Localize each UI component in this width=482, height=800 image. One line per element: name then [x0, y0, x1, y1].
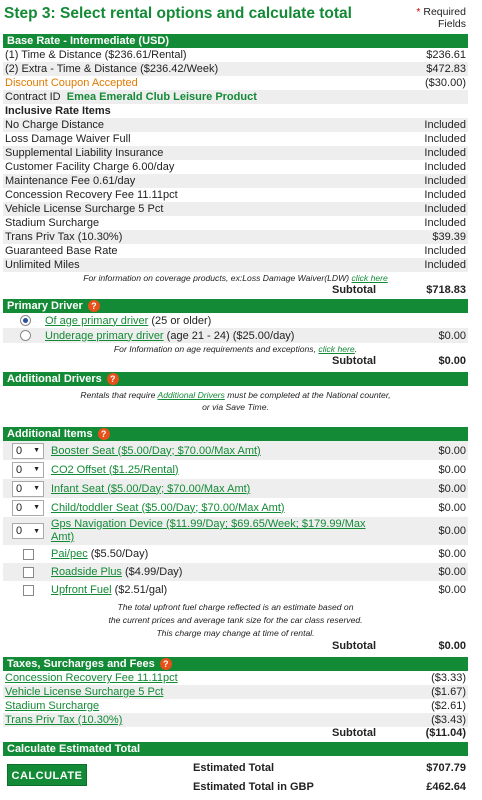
primary-option — [3, 328, 468, 343]
tax-link[interactable]: Stadium Surcharge — [5, 700, 100, 712]
tax-list — [0, 671, 482, 727]
base-rate-title: Base Rate - Intermediate (USD) — [7, 35, 169, 47]
coverage-click-here-link[interactable]: click here — [351, 273, 388, 283]
fuel-note-line: This charge may change at time of rental. — [156, 628, 315, 638]
item-checkbox[interactable] — [23, 585, 34, 596]
inclusive-label: Guaranteed Base Rate — [5, 245, 118, 257]
inclusive-label: Customer Facility Charge 6.00/day — [5, 161, 175, 173]
quantity-select[interactable] — [12, 462, 44, 478]
subtotal-value: ($11.04) — [425, 727, 466, 739]
primary-option — [3, 313, 468, 328]
item-link[interactable]: Gps Navigation Device ($11.99/Day; $69.65/Week; $179.99/Max Amt) — [51, 518, 366, 543]
estimated-total-gbp-value: £462.64 — [426, 781, 466, 793]
primary-driver-header — [3, 299, 468, 313]
required-label-2: Fields — [437, 18, 466, 30]
page-title: Step 3: Select rental options and calculate total — [4, 5, 352, 22]
inclusive-row — [3, 216, 468, 230]
tax-value: ($2.61) — [431, 700, 466, 712]
item-value: $0.00 — [438, 482, 466, 495]
quantity-value: 0 — [16, 482, 23, 495]
subtotal-label: Subtotal — [332, 284, 376, 296]
required-fields-note — [416, 6, 466, 30]
discount-row — [3, 76, 468, 90]
tax-row — [3, 671, 468, 685]
tax-value: ($3.43) — [431, 714, 466, 726]
tax-link[interactable]: Concession Recovery Fee 11.11pct — [5, 672, 178, 684]
chevron-down-icon: ▼ — [33, 504, 40, 511]
inclusive-value: $39.39 — [432, 231, 466, 243]
calculate-title: Calculate Estimated Total — [7, 743, 141, 755]
subtotal-label: Subtotal — [332, 727, 376, 739]
quantity-select[interactable] — [12, 481, 44, 497]
age-note — [3, 343, 468, 355]
base-subtotal — [3, 284, 468, 297]
item-checkbox[interactable] — [23, 567, 34, 578]
calculate-button[interactable]: CALCULATE — [7, 764, 87, 786]
chevron-down-icon: ▼ — [33, 527, 40, 535]
inclusive-label: Stadium Surcharge — [5, 217, 100, 229]
inclusive-row — [3, 258, 468, 272]
item-row — [3, 545, 468, 563]
radio-of-age[interactable] — [20, 315, 31, 326]
underage-driver-link[interactable]: Underage primary driver — [45, 329, 164, 342]
tax-row — [3, 713, 468, 727]
tax-link[interactable]: Trans Priv Tax (10.30%) — [5, 714, 123, 726]
discount-label: Discount Coupon Accepted — [5, 77, 138, 89]
inclusive-row — [3, 174, 468, 188]
inclusive-label: Vehicle License Surcharge 5 Pct — [5, 203, 164, 215]
estimated-total-label: Estimated Total — [193, 762, 275, 774]
inclusive-row — [3, 244, 468, 258]
inclusive-row — [3, 230, 468, 244]
quantity-value: 0 — [16, 501, 23, 514]
inclusive-value: Included — [424, 161, 466, 173]
help-icon[interactable]: ? — [88, 300, 100, 312]
inclusive-value: Included — [424, 203, 466, 215]
item-link[interactable]: Booster Seat ($5.00/Day; $70.00/Max Amt) — [51, 444, 261, 457]
estimated-total-value: $707.79 — [426, 762, 466, 774]
item-row — [3, 517, 468, 545]
age-click-here-link[interactable]: click here — [318, 344, 355, 354]
coverage-note — [3, 272, 468, 284]
fuel-note-line: The total upfront fuel charge reflected is an estimate based on — [117, 602, 354, 612]
base-row — [3, 48, 468, 62]
inclusive-value: Included — [424, 133, 466, 145]
item-value: $0.00 — [438, 463, 466, 476]
help-icon[interactable]: ? — [107, 373, 119, 385]
primary-subtotal — [3, 355, 468, 368]
inclusive-label: Unlimited Miles — [5, 259, 80, 271]
chevron-down-icon: ▼ — [33, 447, 40, 454]
item-row — [3, 441, 468, 460]
option-text: (age 21 - 24) ($25.00/day) — [166, 329, 295, 342]
subtotal-value: $0.00 — [438, 640, 466, 652]
inclusive-label: Concession Recovery Fee 11.11pct — [5, 189, 178, 201]
base-row-label: (1) Time & Distance ($236.61/Rental) — [5, 49, 187, 61]
inclusive-label: Supplemental Liability Insurance — [5, 147, 164, 159]
age-note-end: . — [354, 344, 358, 354]
subtotal-label: Subtotal — [332, 355, 376, 367]
items-list — [0, 441, 482, 599]
chevron-down-icon: ▼ — [33, 466, 40, 473]
inclusive-value: Included — [424, 119, 466, 131]
additional-drivers-header — [3, 372, 468, 386]
tax-row — [3, 685, 468, 699]
primary-driver-title: Primary Driver — [7, 300, 83, 312]
tax-value: ($1.67) — [431, 686, 466, 698]
base-rate-header — [3, 34, 468, 48]
item-checkbox[interactable] — [23, 549, 34, 560]
inclusive-label: Maintenance Fee 0.61/day — [5, 175, 136, 187]
inclusive-value: Included — [424, 147, 466, 159]
tax-value: ($3.33) — [431, 672, 466, 684]
estimated-total-gbp-label: Estimated Total in GBP — [193, 781, 314, 793]
quantity-value: 0 — [16, 444, 23, 457]
discount-value: ($30.00) — [425, 77, 466, 89]
item-value: $0.00 — [438, 501, 466, 514]
tax-row — [3, 699, 468, 713]
inclusive-row — [3, 160, 468, 174]
item-row — [3, 460, 468, 479]
inclusive-row — [3, 202, 468, 216]
item-row — [3, 563, 468, 581]
subtotal-label: Subtotal — [332, 640, 376, 652]
help-icon[interactable]: ? — [160, 658, 172, 670]
additional-items-header — [3, 427, 468, 441]
calculate-area — [3, 756, 468, 800]
note-text: Rentals that require — [80, 390, 156, 400]
inclusive-row — [3, 146, 468, 160]
item-value: $0.00 — [438, 584, 466, 596]
inclusive-title-row — [3, 104, 468, 118]
inclusive-label: Loss Damage Waiver Full — [5, 133, 131, 145]
inclusive-value: Included — [424, 217, 466, 229]
inclusive-value: Included — [424, 245, 466, 257]
item-row — [3, 479, 468, 498]
age-note-text: For Information on age requirements and exceptions, — [113, 344, 316, 354]
quantity-value: 0 — [16, 463, 23, 476]
items-subtotal — [3, 640, 468, 653]
taxes-subtotal — [3, 727, 468, 740]
item-link[interactable]: Pai/pec — [51, 548, 88, 560]
item-link[interactable]: Upfront Fuel — [51, 584, 112, 596]
item-link[interactable]: Roadside Plus — [51, 566, 122, 578]
item-link[interactable]: CO2 Offset ($1.25/Rental) — [51, 463, 179, 476]
item-value: $0.00 — [438, 444, 466, 457]
item-text: ($2.51/gal) — [114, 584, 168, 596]
contract-label: Contract ID — [5, 91, 61, 103]
quantity-select[interactable] — [12, 523, 44, 539]
item-value: $0.00 — [438, 525, 466, 537]
subtotal-value: $718.83 — [426, 284, 466, 296]
required-label: Required — [423, 6, 466, 18]
item-value: $0.00 — [438, 566, 466, 578]
inclusive-label: Trans Priv Tax (10.30%) — [5, 231, 123, 243]
tax-link[interactable]: Vehicle License Surcharge 5 Pct — [5, 686, 164, 698]
additional-items-title: Additional Items — [7, 428, 93, 440]
item-row — [3, 498, 468, 517]
item-link[interactable]: Child/toddler Seat ($5.00/Day; $70.00/Max Amt) — [51, 501, 285, 514]
inclusive-row — [3, 118, 468, 132]
base-row-value: $472.83 — [426, 63, 466, 75]
taxes-title: Taxes, Surcharges and Fees — [7, 658, 155, 670]
additional-drivers-note — [3, 389, 468, 413]
additional-drivers-link[interactable]: Additional Drivers — [157, 390, 225, 400]
of-age-driver-link[interactable]: Of age primary driver — [45, 314, 149, 327]
item-link[interactable]: Infant Seat ($5.00/Day; $70.00/Max Amt) — [51, 482, 251, 495]
inclusive-value: Included — [424, 175, 466, 187]
item-text: ($4.99/Day) — [125, 566, 183, 578]
contract-row — [3, 90, 468, 104]
chevron-down-icon: ▼ — [33, 485, 40, 492]
help-icon[interactable]: ? — [98, 428, 110, 440]
item-text: ($5.50/Day) — [90, 548, 149, 560]
inclusive-list — [0, 118, 482, 272]
coverage-note-text: For information on coverage products, ex:Loss Damage Waiver(LDW) — [83, 273, 350, 283]
additional-drivers-title: Additional Drivers — [7, 373, 102, 385]
inclusive-row — [3, 188, 468, 202]
inclusive-row — [3, 132, 468, 146]
fuel-note — [3, 601, 468, 640]
inclusive-title: Inclusive Rate Items — [5, 105, 111, 117]
inclusive-label: No Charge Distance — [5, 119, 105, 131]
base-row — [3, 62, 468, 76]
quantity-select[interactable] — [12, 443, 44, 459]
inclusive-value: Included — [424, 259, 466, 271]
radio-underage[interactable] — [20, 330, 31, 341]
required-star: * — [416, 6, 421, 18]
inclusive-value: Included — [424, 189, 466, 201]
base-row-label: (2) Extra - Time & Distance ($236.42/Week) — [5, 63, 219, 75]
item-row — [3, 581, 468, 599]
option-text: (25 or older) — [151, 314, 212, 327]
taxes-header — [3, 657, 468, 671]
option-value: $0.00 — [438, 329, 466, 342]
quantity-select[interactable] — [12, 500, 44, 516]
note-text: or via Save Time. — [202, 402, 269, 412]
subtotal-value: $0.00 — [438, 355, 466, 367]
note-text: must be completed at the National counter, — [227, 390, 391, 400]
header — [0, 0, 482, 34]
item-value: $0.00 — [438, 548, 466, 560]
fuel-note-line: the current prices and average tank size for the car class reserved. — [108, 615, 363, 625]
contract-value: Emea Emerald Club Leisure Product — [66, 91, 257, 103]
quantity-value: 0 — [16, 525, 23, 537]
calculate-header — [3, 742, 468, 756]
base-row-value: $236.61 — [426, 49, 466, 61]
